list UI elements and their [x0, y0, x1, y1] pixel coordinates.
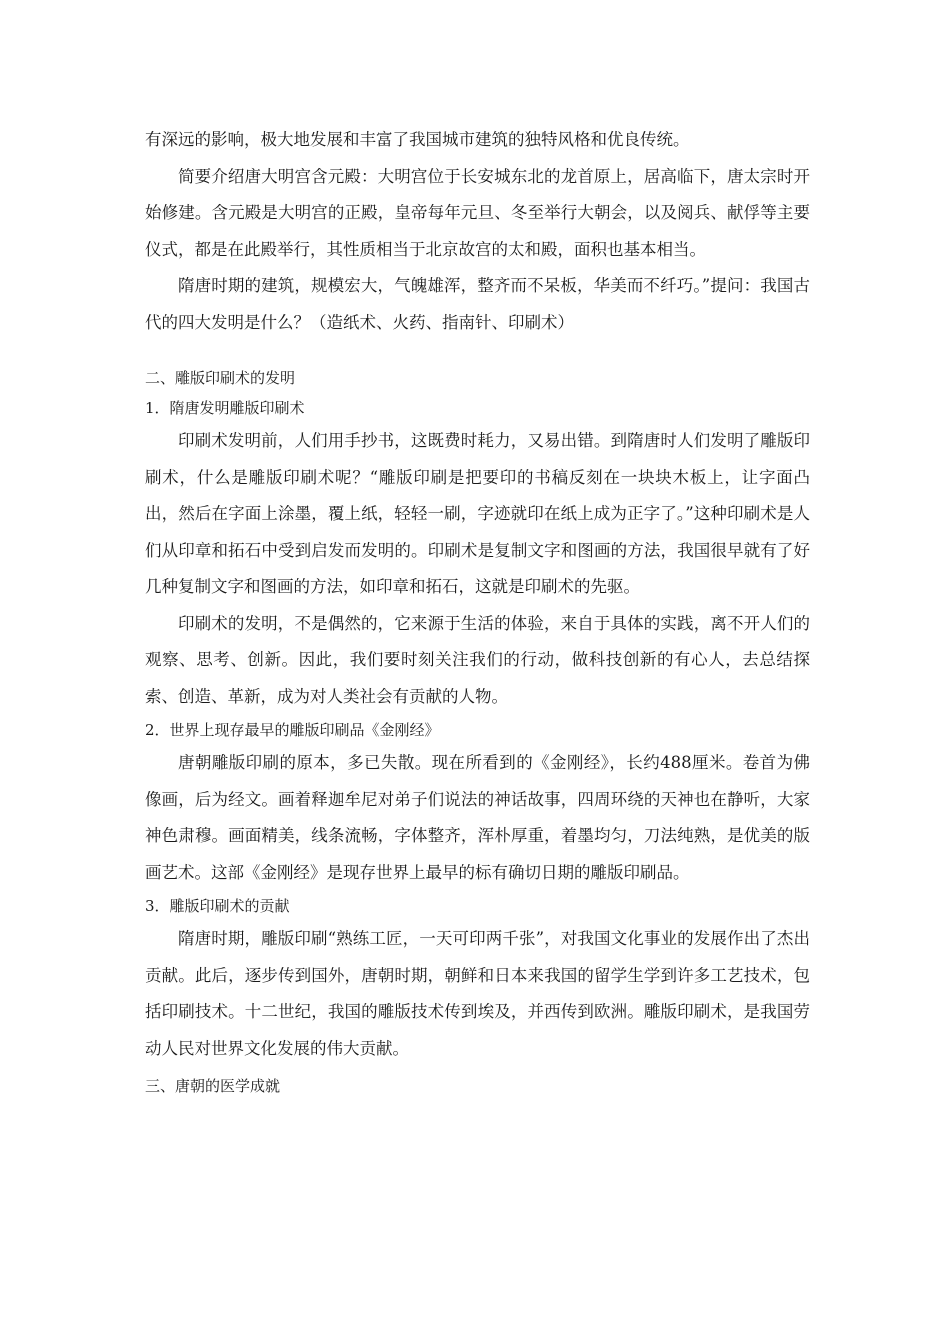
section-heading-medicine: 三、唐朝的医学成就 — [145, 1077, 281, 1095]
paragraph-hanyuan-palace: 简要介绍唐大明宫含元殿：大明宫位于长安城东北的龙首原上，居高临下，唐太宗时开始修建。含元殿是大明宫的正殿，皇帝每年元旦、冬至举行大朝会，以及阅兵、献俘等主要仪式，都是在此殿举行，其性质相当于北京故宫的太和殿，面积也基本相当。 — [145, 166, 810, 259]
paragraph-continuation: 有深远的影响，极大地发展和丰富了我国城市建筑的独特风格和优良传统。 — [145, 130, 690, 149]
paragraph-contribution: 隋唐时期，雕版印刷“熟练工匠，一天可印两千张”，对我国文化事业的发展作出了杰出贡献。此后，逐步传到国外，唐朝时期，朝鲜和日本来我国的留学生学到许多工艺技术，包括印刷技术。十二世纪，我国的雕版技术传到埃及，并西传到欧洲。雕版印刷术，是我国劳动人民对世界文化发展的伟大贡献。 — [145, 929, 810, 1058]
section-heading-printing: 二、雕版印刷术的发明 — [145, 369, 296, 387]
paragraph-suitang-architecture: 隋唐时期的建筑，规模宏大，气魄雄浑，整齐而不呆板，华美而不纤巧。”提问：我国古代的四大发明是什么？（造纸术、火药、指南针、印刷术） — [145, 276, 810, 332]
subheading-diamond-sutra: 2．世界上现存最早的雕版印刷品《金刚经》 — [145, 721, 440, 739]
paragraph-innovation: 印刷术的发明，不是偶然的，它来源于生活的体验，来自于具体的实践，离不开人们的观察、思考、创新。因此，我们要时刻关注我们的行动，做科技创新的有心人，去总结探索、创造、革新，成为对人类社会有贡献的人物。 — [145, 613, 810, 706]
document-page — [145, 122, 810, 1101]
paragraph-printing-invention: 印刷术发明前，人们用手抄书，这既费时耗力，又易出错。到隋唐时人们发明了雕版印刷术，什么是雕版印刷术呢？“雕版印刷是把要印的书稿反刻在一块块木板上，让字面凸出，然后在字面上涂墨，覆上纸，轻轻一刷，字迹就印在纸上成为正字了。”这种印刷术是人们从印章和拓石中受到启发而发明的。印刷术是复制文字和图画的方法，我国很早就有了好几种复制文字和图画的方法，如印章和拓石，这就是印刷术的先驱。 — [145, 431, 810, 596]
subheading-invention: 1．隋唐发明雕版印刷术 — [145, 399, 305, 417]
subheading-contribution: 3．雕版印刷术的贡献 — [145, 897, 290, 915]
paragraph-diamond-sutra: 唐朝雕版印刷的原本，多已失散。现在所看到的《金刚经》，长约488厘米。卷首为佛像画，后为经文。画着释迦牟尼对弟子们说法的神话故事，四周环绕的天神也在静听，大家神色肃穆。画面精美，线条流畅，字体整齐，浑朴厚重，着墨均匀，刀法纯熟，是优美的版画艺术。这部《金刚经》是现存世界上最早的标有确切日期的雕版印刷品。 — [145, 753, 810, 882]
